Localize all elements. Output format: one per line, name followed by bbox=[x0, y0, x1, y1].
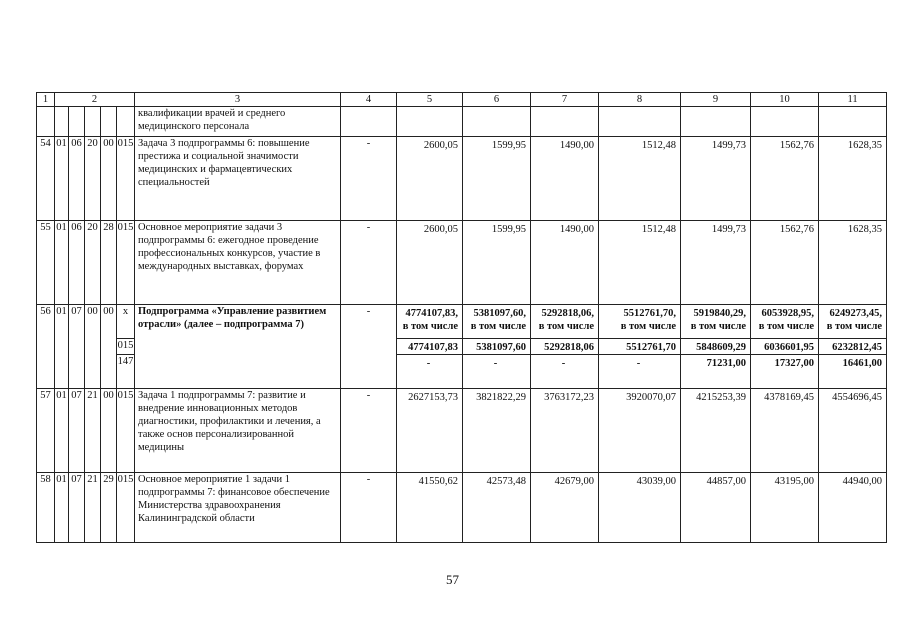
value-col-8: 43039,00 bbox=[599, 473, 681, 543]
incl-label: в том числе bbox=[470, 321, 527, 332]
value-col-7: 1490,00 bbox=[531, 137, 599, 221]
total-value: 4774107,83, bbox=[405, 308, 459, 319]
code-1: 01 bbox=[55, 221, 69, 305]
value-col-9: 1499,73 bbox=[681, 221, 751, 305]
value-col-8: - bbox=[599, 355, 681, 389]
value-col-11: 1628,35 bbox=[819, 221, 887, 305]
value-col-6: 3821822,29 bbox=[463, 389, 531, 473]
code-1: 01 bbox=[55, 305, 69, 389]
value-col-5: 41550,62 bbox=[397, 473, 463, 543]
col-4-value: - bbox=[341, 137, 397, 221]
code-2: 06 bbox=[69, 137, 85, 221]
value-col-11 bbox=[819, 305, 887, 339]
value-col-6: 1599,95 bbox=[463, 221, 531, 305]
value-col-5 bbox=[397, 305, 463, 339]
value-col-10: 4378169,45 bbox=[751, 389, 819, 473]
table-row bbox=[37, 137, 887, 221]
table-row bbox=[37, 305, 887, 339]
row-description: Задача 3 подпрограммы 6: повышение престижа и социальной значимости медицинских и фармацевтических специальностей bbox=[135, 137, 341, 221]
header-col-7: 7 bbox=[531, 93, 599, 107]
col-4-value: - bbox=[341, 389, 397, 473]
header-col-2: 2 bbox=[55, 93, 135, 107]
value-col-10: 43195,00 bbox=[751, 473, 819, 543]
page-number: 57 bbox=[446, 572, 459, 587]
incl-label: в том числе bbox=[620, 321, 677, 332]
header-col-11: 11 bbox=[819, 93, 887, 107]
row-number: 56 bbox=[37, 305, 55, 389]
code-5: 147 bbox=[117, 355, 135, 389]
row-description: Основное мероприятие задачи 3 подпрограммы 6: ежегодное проведение профессиональных конкурсов, участие в международных выставках, форумах bbox=[135, 221, 341, 305]
code-5: 015 bbox=[117, 221, 135, 305]
value-col-10 bbox=[751, 305, 819, 339]
total-value: 6053928,95, bbox=[761, 308, 815, 319]
incl-label: в том числе bbox=[826, 321, 883, 332]
incl-label: в том числе bbox=[758, 321, 815, 332]
header-col-9: 9 bbox=[681, 93, 751, 107]
code-4: 00 bbox=[101, 389, 117, 473]
row-number: 58 bbox=[37, 473, 55, 543]
code-1: 01 bbox=[55, 137, 69, 221]
code-3: 20 bbox=[85, 221, 101, 305]
table-row bbox=[37, 389, 887, 473]
continuation-text: квалификации врачей и среднего медицинского персонала bbox=[135, 107, 341, 137]
value-col-8: 1512,48 bbox=[599, 221, 681, 305]
value-col-5: 2627153,73 bbox=[397, 389, 463, 473]
total-value: 5919840,29, bbox=[693, 308, 747, 319]
value-col-5: - bbox=[397, 355, 463, 389]
value-col-6: 42573,48 bbox=[463, 473, 531, 543]
header-col-3: 3 bbox=[135, 93, 341, 107]
value-col-7: - bbox=[531, 355, 599, 389]
row-number: 54 bbox=[37, 137, 55, 221]
value-col-5: 2600,05 bbox=[397, 137, 463, 221]
total-value: 6249273,45, bbox=[829, 308, 883, 319]
value-col-10: 1562,76 bbox=[751, 221, 819, 305]
value-col-9 bbox=[681, 305, 751, 339]
code-3: 21 bbox=[85, 389, 101, 473]
value-col-8: 3920070,07 bbox=[599, 389, 681, 473]
value-col-9: 1499,73 bbox=[681, 137, 751, 221]
incl-label: в том числе bbox=[538, 321, 595, 332]
code-2: 06 bbox=[69, 221, 85, 305]
header-col-8: 8 bbox=[599, 93, 681, 107]
total-value: 5512761,70, bbox=[623, 308, 677, 319]
value-col-7 bbox=[531, 305, 599, 339]
value-col-7: 3763172,23 bbox=[531, 389, 599, 473]
code-5: 015 bbox=[117, 389, 135, 473]
header-col-10: 10 bbox=[751, 93, 819, 107]
code-4: 29 bbox=[101, 473, 117, 543]
code-5: 015 bbox=[117, 339, 135, 355]
header-col-5: 5 bbox=[397, 93, 463, 107]
value-col-9: 4215253,39 bbox=[681, 389, 751, 473]
incl-label: в том числе bbox=[402, 321, 459, 332]
code-3: 20 bbox=[85, 137, 101, 221]
value-col-10: 1562,76 bbox=[751, 137, 819, 221]
code-2: 07 bbox=[69, 389, 85, 473]
value-col-6: - bbox=[463, 355, 531, 389]
value-col-7: 5292818,06 bbox=[531, 339, 599, 355]
row-number: 57 bbox=[37, 389, 55, 473]
value-col-9: 71231,00 bbox=[681, 355, 751, 389]
value-col-11: 16461,00 bbox=[819, 355, 887, 389]
value-col-8: 5512761,70 bbox=[599, 339, 681, 355]
value-col-11: 6232812,45 bbox=[819, 339, 887, 355]
code-4: 00 bbox=[101, 137, 117, 221]
code-4: 00 bbox=[101, 305, 117, 389]
total-value: 5381097,60, bbox=[473, 308, 527, 319]
value-col-5: 4774107,83 bbox=[397, 339, 463, 355]
value-col-7: 1490,00 bbox=[531, 221, 599, 305]
code-3: 00 bbox=[85, 305, 101, 389]
header-col-6: 6 bbox=[463, 93, 531, 107]
row-description: Подпрограмма «Управление развитием отрасли» (далее – подпрограмма 7) bbox=[135, 305, 341, 389]
value-col-10: 6036601,95 bbox=[751, 339, 819, 355]
value-col-9: 44857,00 bbox=[681, 473, 751, 543]
value-col-6 bbox=[463, 305, 531, 339]
budget-table bbox=[36, 92, 887, 543]
code-5: x bbox=[117, 305, 135, 339]
col-4-value: - bbox=[341, 473, 397, 543]
code-2: 07 bbox=[69, 473, 85, 543]
table-row bbox=[37, 473, 887, 543]
code-5: 015 bbox=[117, 137, 135, 221]
code-1: 01 bbox=[55, 473, 69, 543]
total-value: 5292818,06, bbox=[541, 308, 595, 319]
value-col-8: 1512,48 bbox=[599, 137, 681, 221]
value-col-7: 42679,00 bbox=[531, 473, 599, 543]
code-3: 21 bbox=[85, 473, 101, 543]
code-4: 28 bbox=[101, 221, 117, 305]
value-col-10: 17327,00 bbox=[751, 355, 819, 389]
header-col-1: 1 bbox=[37, 93, 55, 107]
col-4-value: - bbox=[341, 221, 397, 305]
code-2: 07 bbox=[69, 305, 85, 389]
col-4-value: - bbox=[341, 305, 397, 389]
value-col-6: 5381097,60 bbox=[463, 339, 531, 355]
table-row bbox=[37, 221, 887, 305]
value-col-6: 1599,95 bbox=[463, 137, 531, 221]
value-col-5: 2600,05 bbox=[397, 221, 463, 305]
incl-label: в том числе bbox=[690, 321, 747, 332]
header-col-4: 4 bbox=[341, 93, 397, 107]
continuation-row bbox=[37, 107, 887, 137]
code-1: 01 bbox=[55, 389, 69, 473]
value-col-11: 1628,35 bbox=[819, 137, 887, 221]
value-col-11: 44940,00 bbox=[819, 473, 887, 543]
row-description: Основное мероприятие 1 задачи 1 подпрограммы 7: финансовое обеспечение Министерства здравоохранения Калининградской области bbox=[135, 473, 341, 543]
code-5: 015 bbox=[117, 473, 135, 543]
value-col-9: 5848609,29 bbox=[681, 339, 751, 355]
header-row bbox=[37, 93, 887, 107]
value-col-8 bbox=[599, 305, 681, 339]
value-col-11: 4554696,45 bbox=[819, 389, 887, 473]
row-description: Задача 1 подпрограммы 7: развитие и внедрение инновационных методов диагностики, профилактики и лечения, а также основ персонализированной медицины bbox=[135, 389, 341, 473]
row-number: 55 bbox=[37, 221, 55, 305]
